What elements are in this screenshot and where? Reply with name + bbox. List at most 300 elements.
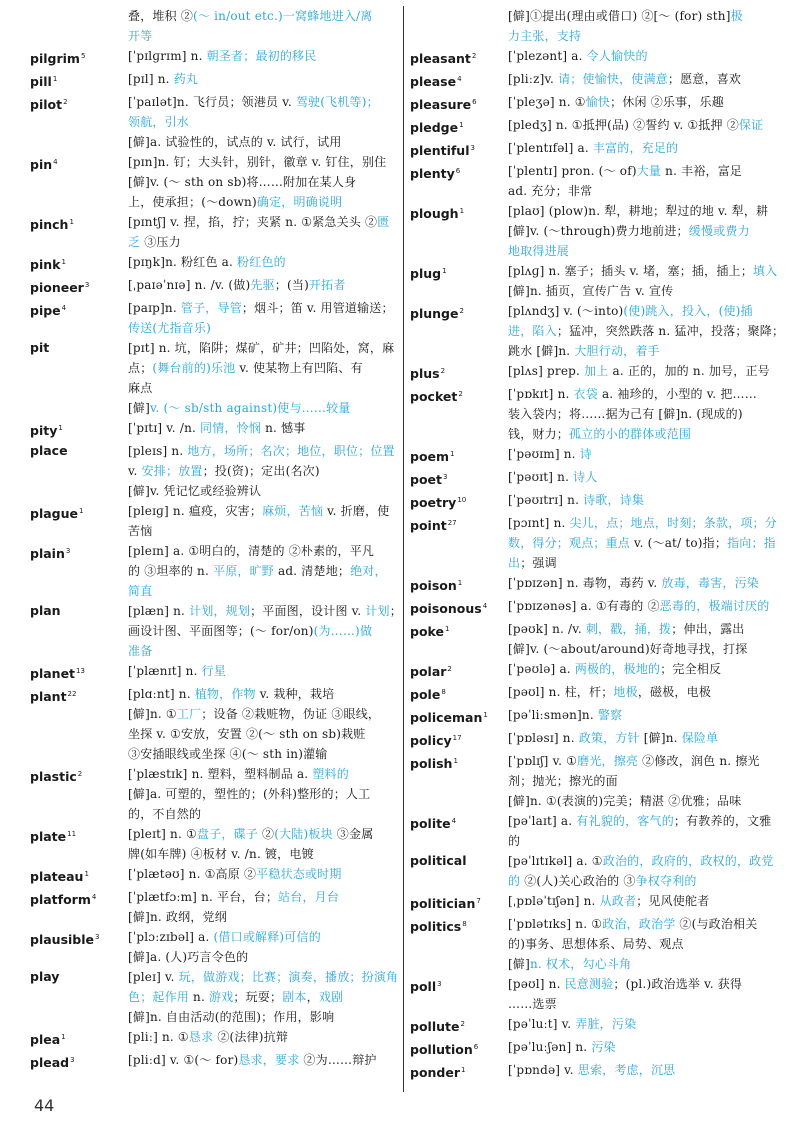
highlighted-sense: v. (～ sb/sth against)使与……较量 — [149, 401, 351, 415]
highlighted-sense: 填入 — [752, 264, 778, 278]
definition-line — [508, 221, 772, 241]
definition — [128, 824, 400, 864]
definition — [128, 864, 400, 884]
definition-line — [128, 561, 400, 581]
definition — [128, 501, 400, 541]
highlighted-sense: 大量 — [636, 164, 662, 178]
definition-text: n. 憾事 — [261, 421, 306, 435]
definition-line — [128, 378, 400, 398]
headword-text: pipe — [30, 303, 61, 318]
dictionary-entry — [410, 851, 772, 891]
definition-text: ②为……辩护 — [299, 1053, 377, 1067]
definition-line — [508, 871, 774, 891]
frequency-count: 2 — [458, 390, 463, 398]
headword-text: political — [410, 853, 467, 868]
frequency-count: 2 — [440, 367, 446, 375]
definition-line — [128, 724, 400, 744]
dictionary-entry — [30, 684, 400, 764]
headword-text: pleasure — [410, 97, 472, 112]
frequency-count: 2 — [460, 1020, 465, 1028]
definition-text: ；平面图，设计图 v. — [250, 604, 366, 618]
dictionary-entry — [30, 6, 400, 46]
definition-line — [508, 404, 772, 424]
definition-line — [128, 581, 400, 601]
headword-text: ponder — [410, 1065, 461, 1080]
page-number: 44 — [34, 1096, 55, 1115]
headword — [30, 212, 128, 235]
definition-line — [508, 553, 777, 573]
headword-text: pilot — [30, 97, 63, 112]
definition-text: [pɪt] n. 坑，陷阱；煤矿，矿井；凹陷处，窝，麻 — [128, 341, 395, 355]
definition — [128, 275, 400, 295]
definition-line — [508, 1037, 772, 1057]
headword — [30, 541, 128, 564]
definition-text: 麻点 — [128, 381, 153, 395]
definition-line — [128, 192, 400, 212]
dictionary-entry — [410, 361, 772, 384]
definition — [508, 851, 774, 891]
definition-text: [ˈpɒlɪʃ] v. ① — [508, 754, 578, 768]
headword-text: plead — [30, 1055, 70, 1070]
definition — [128, 601, 402, 661]
highlighted-sense: 诗 — [579, 447, 592, 461]
definition-line — [128, 481, 400, 501]
definition-text: ③金属 — [332, 827, 374, 841]
definition — [508, 573, 772, 593]
headword-text: poison — [410, 578, 457, 593]
headword — [410, 751, 508, 774]
definition-line — [128, 69, 400, 89]
definition — [508, 914, 772, 974]
headword-text: please — [410, 74, 457, 89]
definition-text: ②(人)关心政治的 ③ — [520, 874, 636, 888]
definition — [508, 705, 772, 725]
headword-text: pocket — [410, 389, 458, 404]
definition-text: [pɪl] n. — [128, 72, 174, 86]
definition-text: [僻]n. 自由活动(的范围)；作用，影响 — [128, 1010, 335, 1024]
definition-line — [128, 864, 400, 884]
frequency-count: 4 — [451, 817, 457, 825]
frequency-count: 1 — [450, 450, 455, 458]
definition — [128, 927, 400, 967]
headword-text: pole — [410, 687, 441, 702]
definition — [508, 161, 772, 201]
headword — [30, 1050, 128, 1073]
dictionary-entry — [30, 1050, 400, 1073]
definition-line — [508, 851, 774, 871]
definition — [128, 441, 400, 501]
definition-line — [128, 744, 400, 764]
headword — [410, 201, 508, 224]
headword — [30, 824, 128, 847]
highlighted-sense: 塑料的 — [312, 767, 349, 781]
definition-text: [ˈpɪlɡrɪm] n. — [128, 49, 207, 63]
definition-text: [pəʊl] n. — [508, 977, 565, 991]
headword — [410, 361, 508, 384]
highlighted-sense: 剧本 — [282, 990, 307, 1004]
highlighted-sense: 地极 — [613, 685, 638, 699]
definition — [508, 596, 772, 616]
frequency-count: 3 — [443, 473, 448, 481]
highlighted-sense: 植物，作物 — [194, 687, 256, 701]
definition — [128, 92, 400, 152]
headword — [410, 161, 508, 184]
definition-line — [508, 341, 784, 361]
definition-line — [128, 907, 400, 927]
highlighted-sense: 地取得进展 — [508, 244, 570, 258]
definition-line — [508, 424, 772, 444]
headword-text: poet — [410, 472, 442, 487]
headword — [410, 891, 508, 914]
frequency-count: 1 — [84, 870, 89, 878]
highlighted-sense: 政治的，政府的，政权的，政党 — [602, 854, 774, 868]
dictionary-entry — [30, 1027, 400, 1050]
frequency-count: 4 — [91, 893, 97, 901]
definition-line — [128, 621, 402, 641]
headword-text: pity — [30, 423, 58, 438]
definition-text: 坐探 v. ①安放，安置 ②(～ sth on sb)栽赃 — [128, 727, 366, 741]
definition-line — [128, 804, 400, 824]
highlighted-sense: 站台，月台 — [278, 890, 340, 904]
frequency-count: 4 — [61, 304, 67, 312]
frequency-count: 17 — [452, 734, 462, 742]
headword-text: pledge — [410, 120, 459, 135]
definition-text: [僻]v. (～ sth on sb)将……附加在某人身 — [128, 175, 357, 189]
definition — [508, 201, 772, 261]
definition-text: 的)事务、思想体系、局势、观点 — [508, 937, 684, 951]
definition-text: ；完全相反 — [660, 662, 722, 676]
definition-text: [僻]n. ①(表演的)完美；精湛 ②优雅；品味 — [508, 794, 742, 808]
definition — [508, 682, 772, 702]
headword-text: plenty — [410, 166, 455, 181]
frequency-count: 8 — [462, 920, 467, 928]
headword — [410, 851, 508, 871]
highlighted-sense: 准备 — [128, 644, 153, 658]
frequency-count: 1 — [61, 1033, 66, 1041]
definition — [508, 444, 772, 464]
dictionary-entry — [410, 92, 772, 115]
definition-text: v. 折磨，使 — [323, 504, 390, 518]
definition — [128, 46, 400, 66]
definition-text: 的，不自然的 — [128, 807, 202, 821]
headword — [30, 1027, 128, 1050]
definition — [508, 974, 772, 1014]
definition-text: 跳水 [僻]n. — [508, 344, 575, 358]
headword-text: policy — [410, 733, 452, 748]
highlighted-sense: 愉快 — [585, 95, 611, 109]
highlighted-sense: 确定，明确说明 — [256, 195, 343, 209]
dictionary-entry — [30, 252, 400, 275]
definition — [128, 967, 400, 1027]
highlighted-sense: 保险单 — [681, 731, 719, 745]
highlighted-sense: 政策，方针 — [578, 731, 640, 745]
highlighted-sense: 玩，做游戏；比赛；演奏，播放；扮演角 — [178, 970, 399, 984]
definition — [508, 811, 772, 851]
definition — [128, 684, 400, 764]
headword-text: plausible — [30, 932, 95, 947]
definition-text: [ˈplezənt] a. — [508, 49, 587, 63]
definition-line — [508, 1014, 772, 1034]
definition-line — [508, 6, 772, 26]
frequency-count: 1 — [79, 507, 84, 515]
headword-text: pollution — [410, 1042, 473, 1057]
frequency-count: 3 — [70, 1056, 75, 1064]
definition-line — [128, 6, 400, 26]
highlighted-sense: 磨光，擦亮 — [577, 754, 639, 768]
frequency-count: 1 — [461, 1066, 466, 1074]
dictionary-entry — [410, 974, 772, 1014]
definition-line — [508, 1060, 772, 1080]
definition-line — [128, 824, 400, 844]
dictionary-entry — [410, 619, 772, 659]
frequency-count: 1 — [58, 424, 63, 432]
definition-line — [508, 705, 772, 725]
frequency-count: 2 — [471, 52, 477, 60]
dictionary-entry — [30, 661, 400, 684]
dictionary-entry — [30, 887, 400, 927]
definition — [508, 513, 777, 573]
definition-text: ，磁极，电极 — [637, 685, 712, 699]
definition-text: [ˈpəʊɪm] n. — [508, 447, 580, 461]
definition-text: 上，使承担；(～down) — [128, 195, 257, 209]
definition-text: [ˈpɒlətɪks] n. ① — [508, 917, 603, 931]
headword — [30, 252, 128, 275]
highlighted-sense: 戏剧 — [318, 990, 344, 1004]
definition-line — [508, 161, 772, 181]
definition-text: [僻]n. 政纲，党纲 — [128, 910, 227, 924]
highlighted-sense: 保证 — [738, 118, 764, 132]
headword — [30, 275, 128, 298]
highlighted-sense: 出 — [508, 556, 521, 570]
definition-text: 装入袋内；将……据为己有 [僻]n. (现成的) — [508, 407, 743, 421]
frequency-count: 1 — [459, 121, 464, 129]
definition-text: [pleɪɡ] n. 瘟疫，灾害； — [128, 504, 263, 518]
highlighted-sense: 的 — [508, 874, 521, 888]
headword-text: plug — [410, 266, 442, 281]
dictionary-entry — [410, 1014, 772, 1037]
definition-line — [128, 46, 400, 66]
dictionary-entry — [410, 659, 772, 682]
definition-text: [pleɪ] v. — [128, 970, 179, 984]
definition-text: [ˈpɒɪzən] n. 毒物，毒药 v. — [508, 576, 662, 590]
highlighted-sense: n. 权术，勾心斗角 — [529, 957, 632, 971]
headword-text: plateau — [30, 869, 84, 884]
definition-line — [508, 92, 772, 112]
definition-text: [plaʊ] (plow)n. 犁，耕地；犁过的地 v. 犁，耕 — [508, 204, 769, 218]
frequency-count: 13 — [76, 667, 85, 675]
definition — [128, 1050, 400, 1070]
highlighted-sense: 匮 — [377, 215, 390, 229]
highlighted-sense: 力主张，支持 — [508, 29, 582, 43]
definition — [508, 1060, 772, 1080]
dictionary-entry — [30, 864, 400, 887]
frequency-count: 5 — [80, 52, 86, 60]
headword-text: pinch — [30, 217, 69, 232]
frequency-count: 1 — [453, 757, 458, 765]
highlighted-sense: 加上 — [584, 364, 609, 378]
definition-line — [128, 501, 400, 521]
definition-text: ；见风使舵者 — [636, 894, 710, 908]
definition — [508, 384, 772, 444]
definition-text: ； — [389, 604, 402, 618]
definition — [508, 659, 772, 679]
definition-line — [128, 172, 400, 192]
definition-text: ③压力 — [140, 235, 181, 249]
definition-line — [508, 954, 772, 974]
headword — [30, 338, 128, 358]
highlighted-sense: 思索，考虑，沉思 — [577, 1063, 676, 1077]
definition-text: [pliːd] v. ①(～ for) — [128, 1053, 239, 1067]
headword — [410, 301, 508, 324]
highlighted-sense: 恳求，要求 — [238, 1053, 300, 1067]
definition-line — [128, 601, 402, 621]
definition — [128, 212, 400, 252]
definition-text: n. 丰裕，富足 — [661, 164, 743, 178]
definition-text: ；伸出，露出 — [671, 622, 745, 636]
dictionary-entry — [30, 46, 400, 69]
definition-line — [508, 771, 772, 791]
highlighted-sense: 恳求 — [188, 1030, 214, 1044]
definition-line — [508, 811, 772, 831]
column-divider — [403, 6, 404, 1092]
highlighted-sense: (借口或解释)可信的 — [213, 930, 321, 944]
definition-line — [508, 467, 772, 487]
definition-line — [128, 132, 400, 152]
definition-text: 的 ③坦率的 n. — [128, 564, 213, 578]
definition-line — [508, 659, 772, 679]
headword — [30, 661, 128, 684]
definition-text: v. (～at/ to)指； — [630, 536, 728, 550]
definition — [508, 115, 772, 135]
definition-text: ；设备 ②栽赃物，伪证 ③眼线， — [201, 707, 381, 721]
headword — [30, 501, 128, 524]
definition-text: ……选票 — [508, 997, 557, 1011]
headword — [30, 684, 128, 707]
headword — [410, 92, 508, 115]
highlighted-sense: 管子，导管 — [180, 301, 242, 315]
headword-text: poisonous — [410, 601, 482, 616]
definition-text: [pəˈluːʃən] n. — [508, 1040, 592, 1054]
dictionary-entry — [30, 501, 400, 541]
definition-line — [508, 241, 772, 261]
headword — [410, 513, 508, 536]
definition-line — [508, 261, 777, 281]
headword-text: plea — [30, 1032, 61, 1047]
dictionary-entry — [410, 467, 772, 490]
definition-line — [508, 791, 772, 811]
highlighted-sense: 有礼貌的，客气的 — [576, 814, 674, 828]
definition — [508, 46, 772, 66]
frequency-count: 3 — [65, 547, 71, 555]
highlighted-sense: 民意测验 — [564, 977, 614, 991]
headword-text: plus — [410, 366, 440, 381]
frequency-count: 6 — [455, 167, 461, 175]
frequency-count: 3 — [437, 980, 442, 988]
definition-text: [plæn] n. — [128, 604, 190, 618]
highlighted-sense: 政治，政治学 — [602, 917, 676, 931]
dictionary-entry — [30, 441, 400, 501]
headword-text: play — [30, 969, 60, 984]
definition — [508, 261, 777, 301]
highlighted-sense: 先驱 — [250, 278, 275, 292]
dictionary-entry — [30, 92, 400, 152]
frequency-count: 6 — [472, 98, 477, 106]
definition-line — [128, 461, 400, 481]
definition-line — [128, 641, 402, 661]
definition-line — [128, 441, 400, 461]
dictionary-entry — [30, 418, 400, 441]
definition-line — [508, 384, 772, 404]
highlighted-sense: 简直 — [128, 584, 153, 598]
dictionary-entry — [30, 601, 400, 661]
definition-line — [508, 138, 772, 158]
headword-text: polite — [410, 816, 451, 831]
definition-text: ；有教养的，文雅 — [673, 814, 772, 828]
headword — [410, 490, 508, 513]
definition-text: [ˈpəʊlə] a. — [508, 662, 575, 676]
frequency-count: 4 — [482, 602, 488, 610]
frequency-count: 4 — [53, 158, 58, 166]
highlighted-sense: 诗人 — [573, 470, 598, 484]
definition-line — [508, 361, 772, 381]
headword — [410, 619, 508, 642]
highlighted-sense: 盘子，碟子 — [196, 827, 258, 841]
frequency-count: 2 — [447, 665, 452, 673]
frequency-count: 27 — [447, 519, 457, 527]
dictionary-entry — [410, 513, 777, 573]
headword — [410, 659, 508, 682]
definition — [128, 338, 400, 418]
definition-line — [508, 751, 772, 771]
highlighted-sense: 安排；放置 — [141, 464, 203, 478]
headword — [30, 764, 128, 787]
dictionary-entry — [30, 927, 400, 967]
definition-line — [128, 418, 400, 438]
definition-line — [128, 684, 400, 704]
definition-line — [508, 321, 784, 341]
highlighted-sense: 警察 — [597, 708, 623, 722]
definition-text: [ˈplentɪ] pron. (～ of) — [508, 164, 637, 178]
headword-text: policeman — [410, 710, 483, 725]
definition-text: [pɪŋk]n. 粉红色 a. — [128, 255, 238, 269]
definition-line — [128, 704, 400, 724]
frequency-count: 11 — [67, 830, 77, 838]
dictionary-entry — [410, 115, 772, 138]
headword — [30, 927, 128, 950]
dictionary-entry — [30, 275, 400, 298]
headword-text: plate — [30, 829, 67, 844]
dictionary-entry — [410, 751, 772, 811]
highlighted-sense: (～ in/out etc.)一窝蜂地进入/离 — [193, 9, 373, 23]
headword-text: point — [410, 518, 447, 533]
highlighted-sense: (大陆)板块 — [274, 827, 333, 841]
definition-text: [僻]a. (人)巧言令色的 — [128, 950, 249, 964]
definition-text: [pəˈluːt] v. — [508, 1017, 576, 1031]
definition-line — [128, 298, 400, 318]
definition-text: ；烟斗；笛 v. 用管道输送； — [241, 301, 394, 315]
definition — [508, 6, 772, 46]
definition-line — [128, 987, 400, 1007]
frequency-count: 8 — [441, 688, 446, 696]
dictionary-entry — [30, 967, 400, 1027]
definition-text: [ˈplɔːzɪbəl] a. — [128, 930, 214, 944]
highlighted-sense: 工厂 — [176, 707, 202, 721]
headword-text: poll — [410, 979, 437, 994]
headword-text: plant — [30, 689, 67, 704]
highlighted-sense: (舞台前的)乐池 — [152, 361, 236, 375]
dictionary-entry — [410, 891, 772, 914]
highlighted-sense: 极 — [730, 9, 743, 23]
